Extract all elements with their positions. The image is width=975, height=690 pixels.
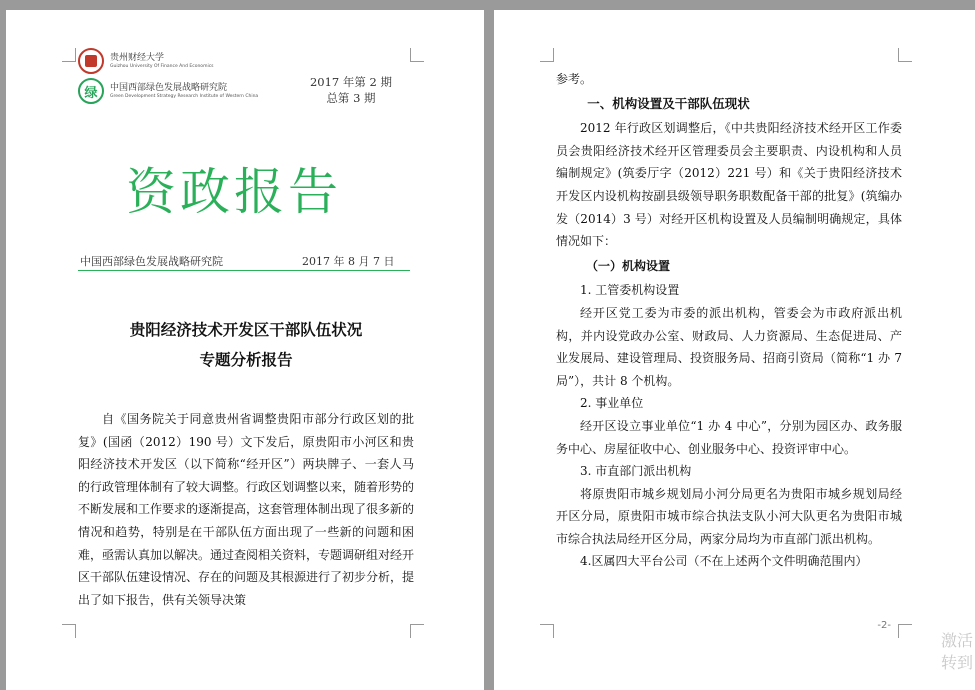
continued-text: 参考。	[556, 72, 593, 86]
university-name-en: Guizhou University Of Finance And Economics	[110, 63, 214, 69]
publish-date: 2017 年 8 月 7 日	[302, 255, 395, 268]
item-heading: 1. 工管委机构设置	[580, 283, 680, 298]
watermark-line: 激活	[940, 631, 973, 650]
crop-mark	[62, 48, 76, 62]
report-subtitle: 专题分析报告	[199, 350, 293, 369]
university-name: 贵州财经大学	[110, 52, 165, 63]
watermark-line: 转到	[940, 653, 973, 672]
paragraph: 经开区设立事业单位“1 办 4 中心”，分别为园区办、政务服务中心、房屋征收中心、创业服务中心、投资评审中心。	[556, 418, 902, 456]
university-logo	[78, 48, 214, 74]
institute-name: 中国西部绿色发展战略研究院	[110, 82, 228, 93]
crop-mark	[540, 48, 554, 62]
paragraph: 经开区党工委为市委的派出机构，管委会为市政府派出机构，并内设党政办公室、财政局、人力资源局、生态促进局、产业发展局、建设管理局、投资服务局、招商引资局（简称“1 办 7 局”），共计 8 个机构。	[556, 305, 902, 388]
section-heading: 一、机构设置及干部队伍现状	[587, 95, 750, 111]
institute-logo	[78, 78, 258, 104]
subsection-heading: （一）机构设置	[586, 258, 671, 273]
crop-mark	[410, 624, 424, 638]
activation-watermark	[941, 630, 973, 674]
page-body	[556, 68, 902, 573]
paragraph: 将原贵阳市城乡规划局小河分局更名为贵阳市城乡规划局经开区分局，原贵阳市城市综合执法支队小河大队更名为贵阳市城市综合执法局经开区分局，两家分局均为市直部门派出机构。	[556, 486, 902, 546]
page-number: -2-	[877, 620, 891, 631]
crop-mark	[898, 48, 912, 62]
masthead-title: 资政报告	[126, 163, 342, 221]
item-heading: 3. 市直部门派出机构	[580, 464, 692, 479]
publisher-name: 中国西部绿色发展战略研究院	[80, 255, 223, 268]
issue-total: 总第 3 期	[326, 91, 376, 105]
item-heading: 4.区属四大平台公司（不在上述两个文件明确范围内）	[580, 554, 868, 569]
crop-mark	[540, 624, 554, 638]
crop-mark	[62, 624, 76, 638]
institute-name-en: Green Development Strategy Research Institute of Western China	[110, 93, 259, 99]
item-heading: 2. 事业单位	[580, 396, 644, 411]
paragraph: 自《国务院关于同意贵州省调整贵阳市部分行政区划的批复》(国函（2012）190 号）文下发后，原贵阳市小河区和贵阳经济技术开发区（以下简称“经开区”）两块牌子、一套人马的行政管理体制有了较大调整。行政区划调整以来，随着形势的不断发展和工作要求的逐渐提高，这套管理体制出现了很多新的情况和趋势，特别是在干部队伍方面出现了一些新的问题和困难，亟需认真加以解决。通过查阅相关资料，专题调研组对经开区干部队伍建设情况、存在的问题及其根源进行了初步分析，提出了如下报告，供有关领导决策	[78, 412, 415, 607]
university-emblem-icon	[78, 48, 104, 74]
report-body	[78, 408, 414, 611]
crop-mark	[410, 48, 424, 62]
paragraph: 2012 年行政区划调整后，《中共贵阳经济技术经开区工作委员会贵阳经济技术经开区管理委员会主要职责、内设机构和人员编制规定》(筑委厅字（2012）221 号）和《关于贵阳经济技术开发区内设机构按副县级领导职务职数配备干部的批复》(筑编办发（2014）3 号）对经开区机构设置及人员编制明确规定，具体情况如下：	[556, 121, 902, 249]
divider	[78, 270, 410, 271]
report-title: 贵阳经济技术开发区干部队伍状况	[129, 320, 363, 339]
institute-emblem-icon: 绿	[78, 78, 104, 104]
document-page-1	[6, 10, 484, 690]
document-page-2	[494, 10, 975, 690]
issue-number: 2017 年第 2 期	[309, 75, 393, 89]
crop-mark	[898, 624, 912, 638]
